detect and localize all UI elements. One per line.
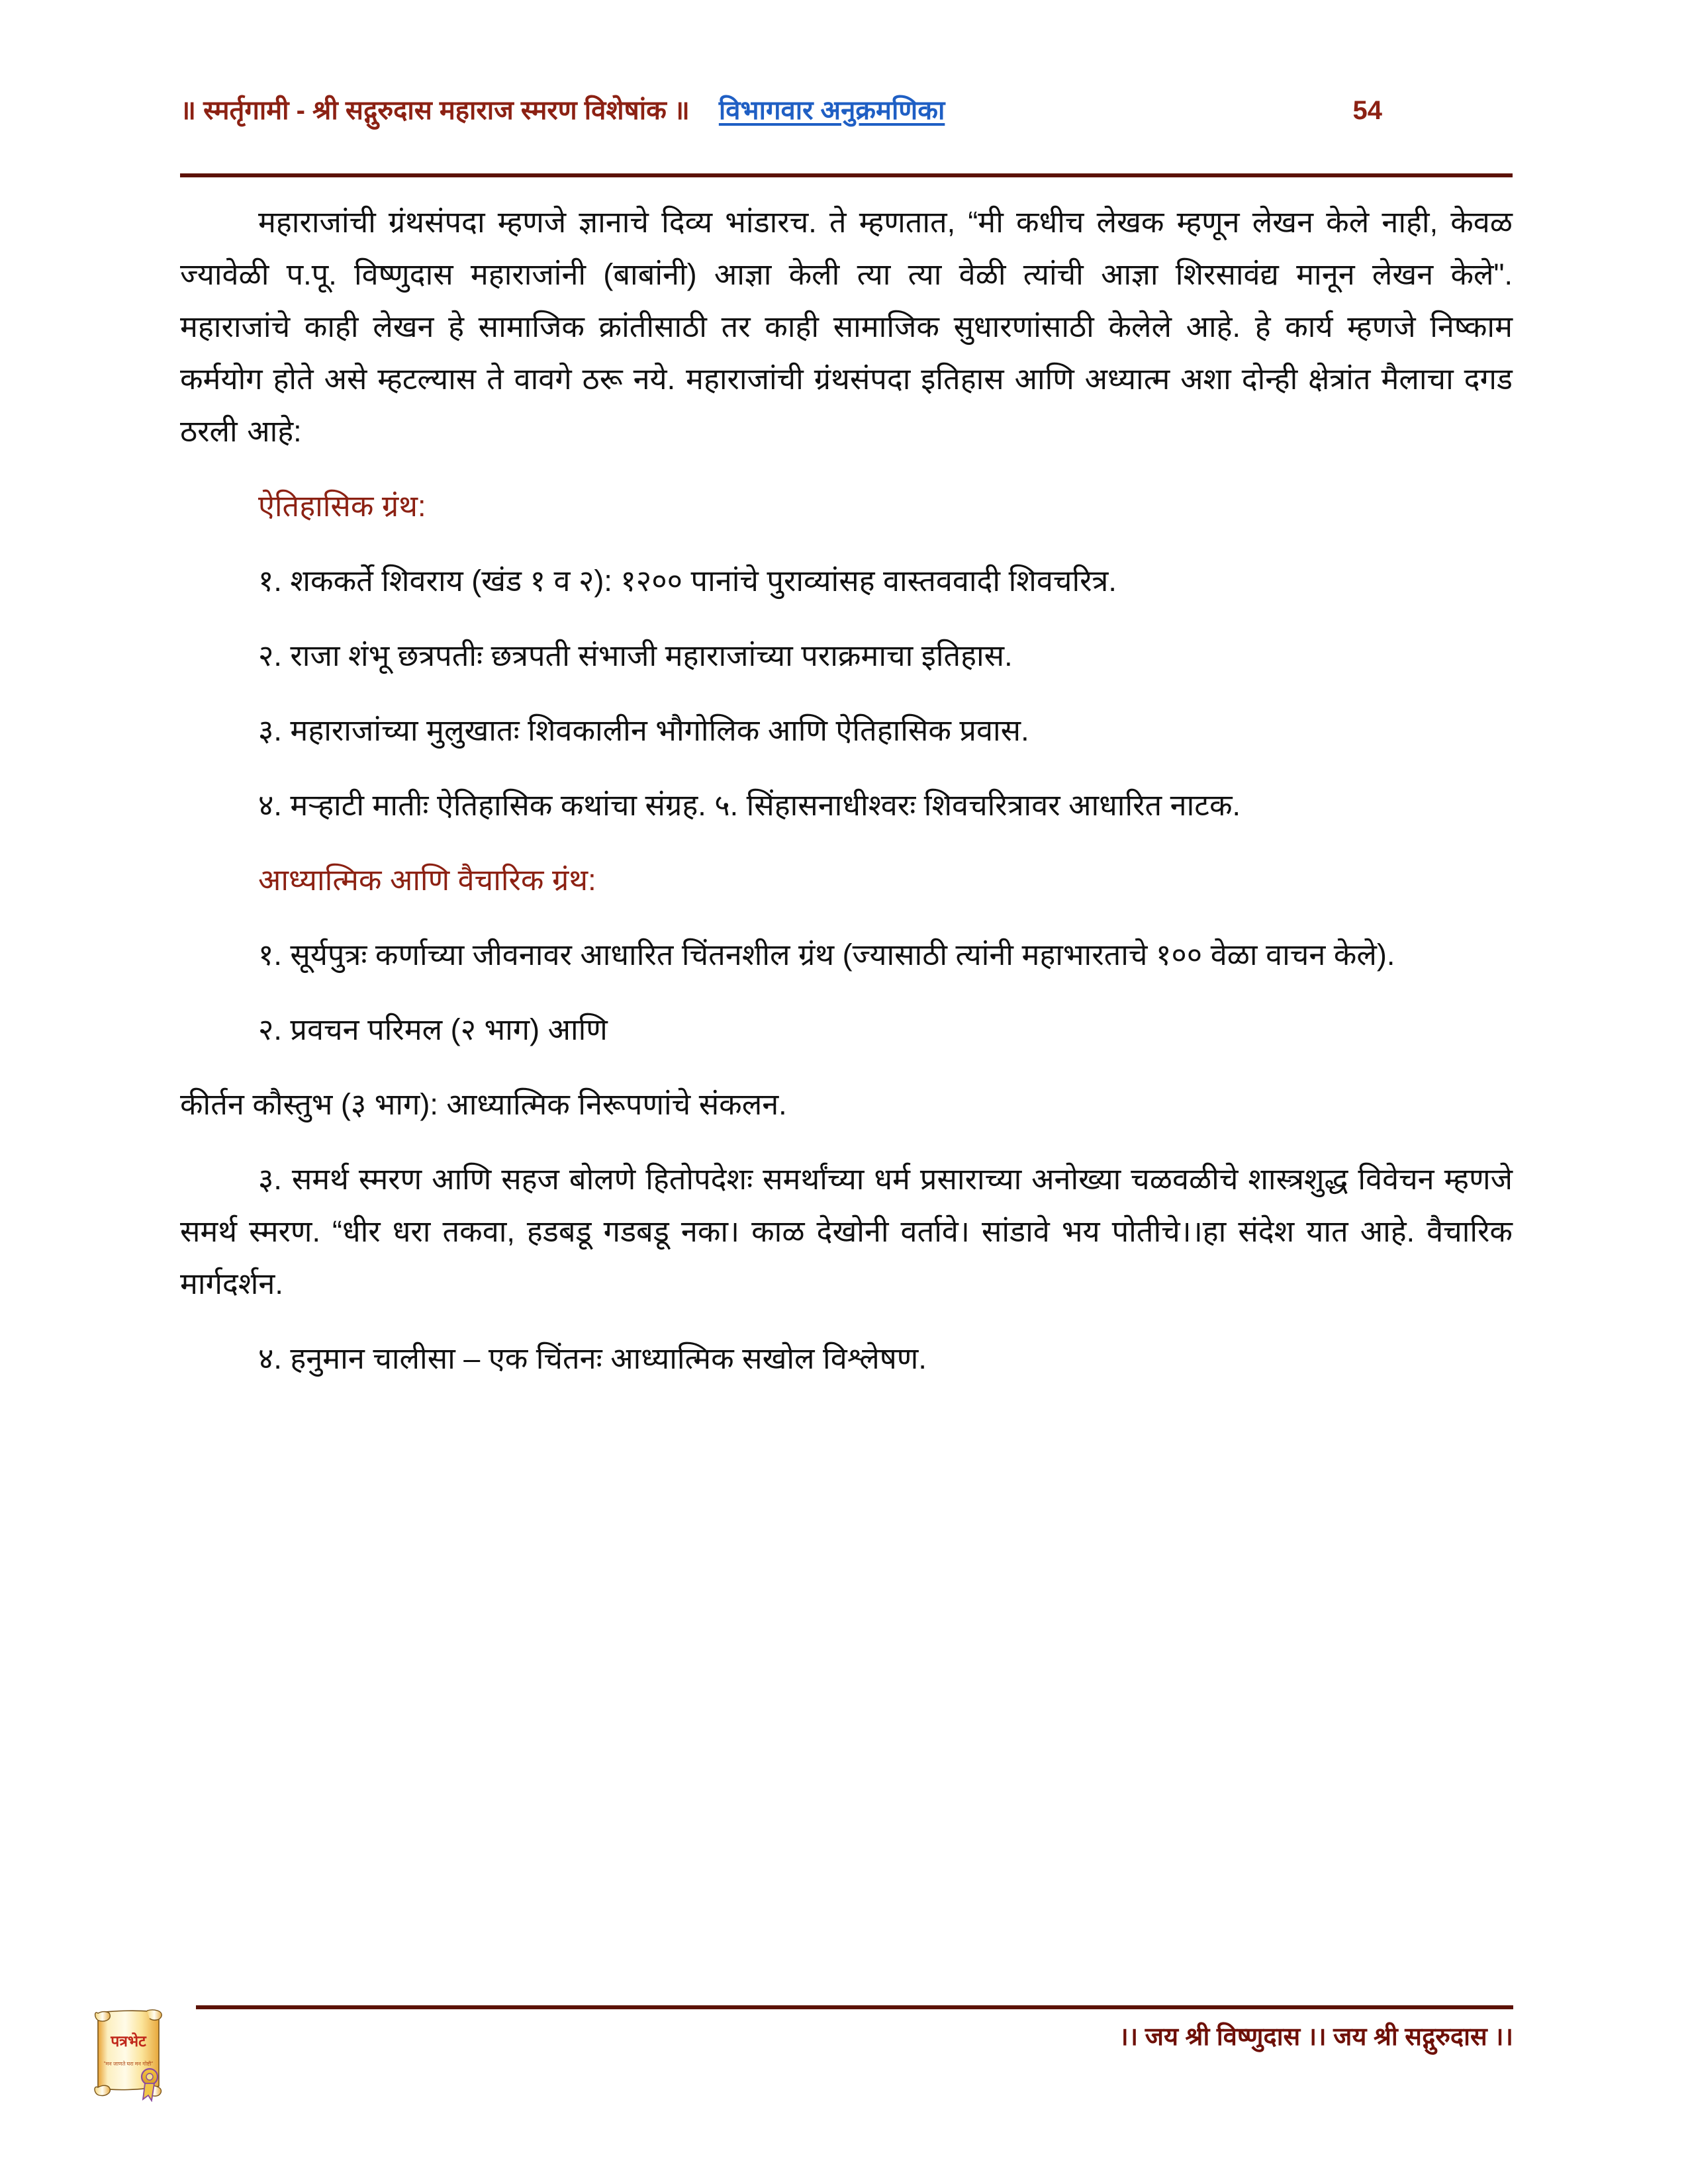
list-item: १. सूर्यपुत्रः कर्णाच्या जीवनावर आधारित चिंतनशील ग्रंथ (ज्यासाठी त्यांनी महाभारताचे १०० वेळा वाचन केले).: [258, 938, 1395, 972]
spacer: [180, 1056, 1513, 1078]
footer-blessing: ।। जय श्री विष्णुदास ।। जय श्री सद्गुरुदास ।।: [1119, 2023, 1513, 2051]
logo-title-text: पत्रभेट: [111, 2032, 146, 2050]
list-item: १. शककर्ते शिवराय (खंड १ व २): १२०० पानांचे पुराव्यांसह वास्तववादी शिवचरित्र.: [258, 564, 1117, 598]
spacer: [180, 532, 1513, 555]
spacer: [180, 457, 1513, 480]
spacer: [180, 831, 1513, 854]
list-item: २. राजा शंभू छत्रपतीः छत्रपती संभाजी महाराजांच्या पराक्रमाचा इतिहास.: [258, 639, 1013, 672]
spacer: [180, 607, 1513, 629]
header-title: ॥ स्मर्तृगामी - श्री सद्गुरुदास महाराज स्मरण विशेषांक ॥: [180, 96, 690, 125]
intro-paragraph: महाराजांची ग्रंथसंपदा म्हणजे ज्ञानाचे दिव्य भांडारच. ते म्हणतात, “मी कधीच लेखक म्हणून लेखन केले नाही, केवळ ज्यावेळी प.पू. विष्णुदास महाराजांनी (बाबांनी) आज्ञा केली त्या त्या वेळी त्यांची आज्ञा शिरसावंद्य मानून लेखन केले". महाराजांचे काही लेखन हे सामाजिक क्रांतीसाठी तर काही सामाजिक सुधारणांसाठी केलेले आहे. हे कार्य म्हणजे निष्काम कर्मयोग होते असे म्हटल्यास ते वावगे ठरू नये. महाराजांची ग्रंथसंपदा इतिहास आणि अध्यात्म अशा दोन्ही क्षेत्रांत मैलाचा दगड ठरली आहे:: [180, 205, 1513, 448]
spacer: [180, 981, 1513, 1003]
list-item: ३. महाराजांच्या मुलुखातः शिवकालीन भौगोलिक आणि ऐतिहासिक प्रवास.: [258, 713, 1029, 747]
ribbon-center: [146, 2073, 153, 2080]
list-item: ३. समर्थ स्मरण आणि सहज बोलणे हितोपदेशः समर्थांच्या धर्म प्रसाराच्या अनोख्या चळवळीचे शास्त्रशुद्ध विवेचन म्हणजे समर्थ स्मरण. “धीर धरा तकवा, हडबडू गडबडू नका। काळ देखोनी वर्तावे। सांडावे भय पोतीचे।।हा संदेश यात आहे. वैचारिक मार्गदर्शन.: [180, 1162, 1513, 1300]
list-item: २. प्रवचन परिमल (२ भाग) आणि: [258, 1013, 608, 1046]
logo-tagline-text: "मन जाणते घरा मन गोष्टी": [103, 2061, 154, 2067]
spacer: [180, 756, 1513, 779]
scroll-icon: [85, 2003, 172, 2102]
footer-divider: [196, 2005, 1513, 2009]
spacer: [180, 1310, 1513, 1332]
list-item: ४. हनुमान चालीसा – एक चिंतनः आध्यात्मिक सखोल विश्लेषण.: [258, 1342, 927, 1375]
ribbon-tails: [143, 2083, 154, 2101]
page-header: [180, 93, 1512, 146]
list-item: ४. मऱ्हाटी मातीः ऐतिहासिक कथांचा संग्रह. ५. सिंहासनाधीश्वरः शिवचरित्रावर आधारित नाटक.: [258, 788, 1241, 822]
section-index-link[interactable]: विभागवार अनुक्रमणिका: [718, 96, 945, 125]
page-content: [180, 196, 1513, 1385]
patrabhet-logo: [85, 2003, 172, 2102]
scroll-bottom-curl: [95, 2085, 110, 2095]
header-divider: [180, 173, 1513, 177]
spacer: [180, 906, 1513, 929]
spacer: [180, 1130, 1513, 1153]
spiritual-books-heading: आध्यात्मिक आणि वैचारिक ग्रंथ:: [258, 863, 596, 897]
page-number: 54: [1352, 96, 1382, 125]
spacer: [180, 682, 1513, 704]
list-item: कीर्तन कौस्तुभ (३ भाग): आध्यात्मिक निरूपणांचे संकलन.: [180, 1087, 787, 1121]
historical-books-heading: ऐतिहासिक ग्रंथ:: [258, 489, 426, 523]
scroll-top-curl: [95, 2012, 111, 2021]
